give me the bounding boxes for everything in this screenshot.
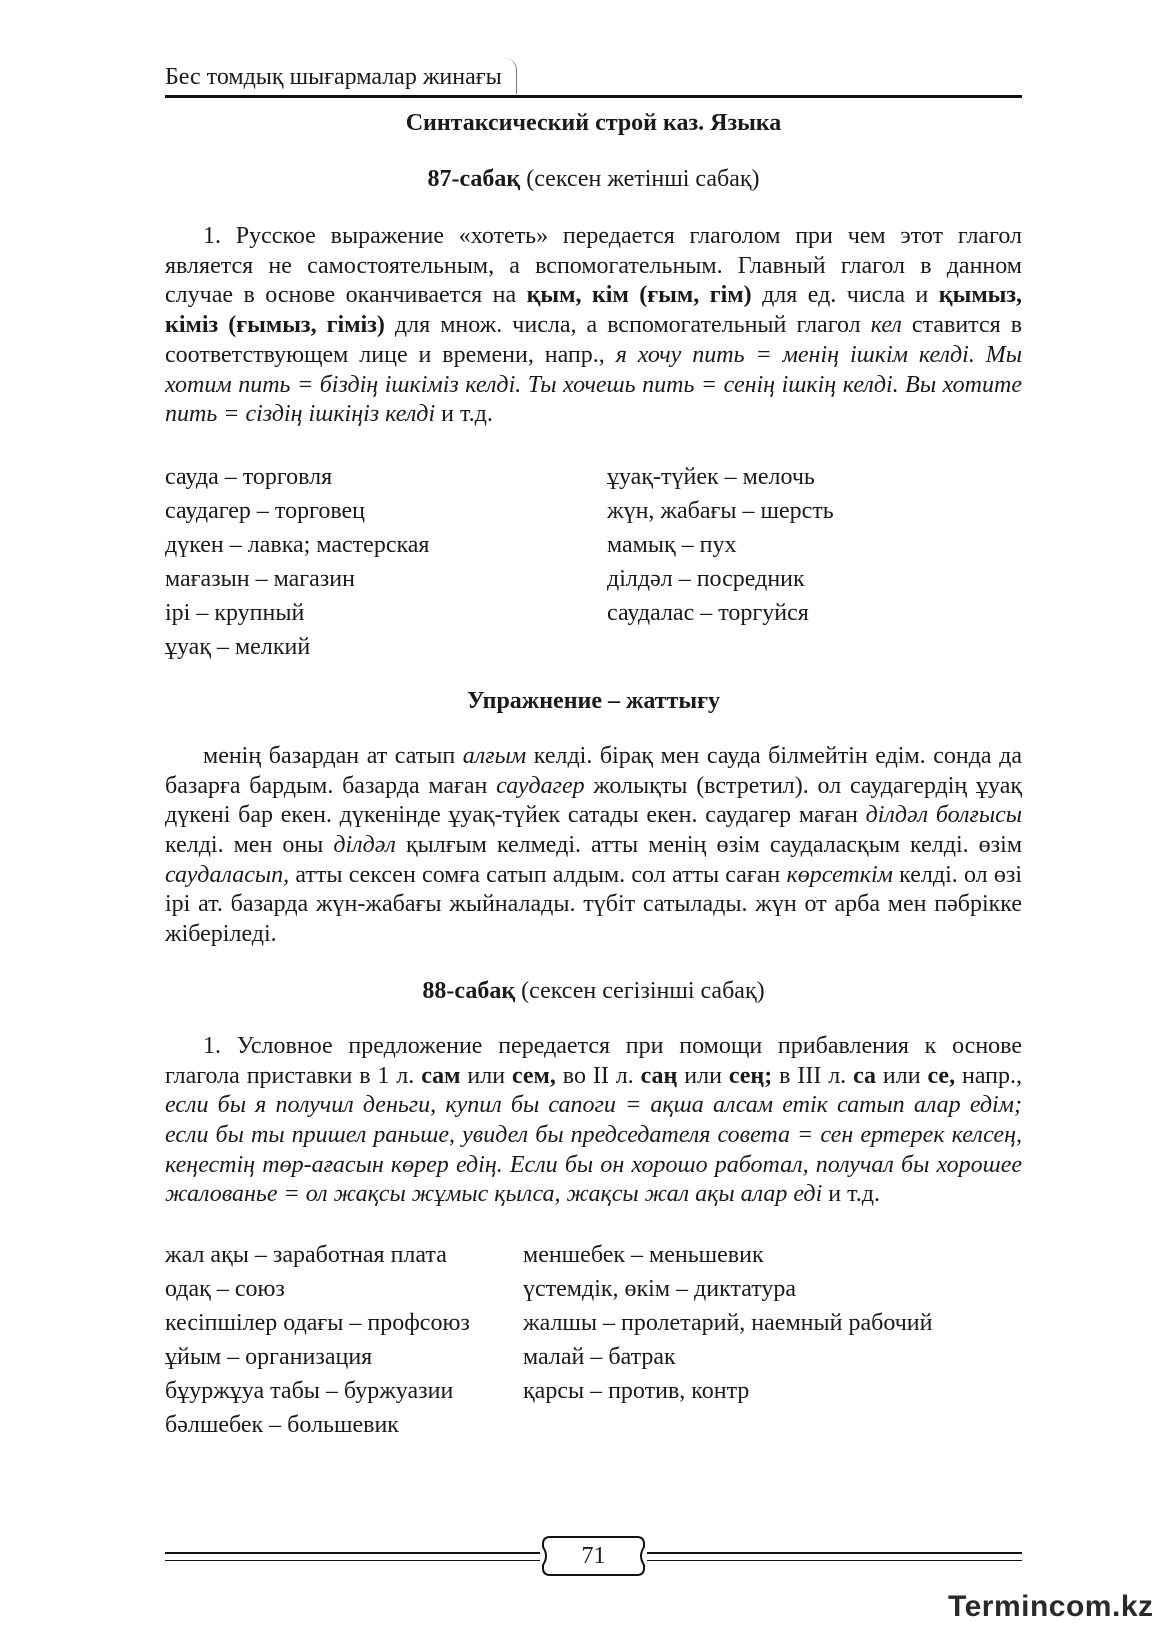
vocab-item: ділдәл – посредник bbox=[607, 565, 805, 592]
running-header bbox=[165, 58, 1022, 98]
section-title: Синтаксический строй каз. Языка bbox=[405, 110, 782, 136]
vocab-item: қарсы – против, контр bbox=[523, 1378, 750, 1405]
vocab-item: саудалас – торгуйся bbox=[607, 599, 809, 626]
italic-run: кел bbox=[870, 312, 902, 339]
text-run: для множ. числа, а вспомогательный глагол bbox=[394, 312, 861, 339]
vocab-item: меншебек – меньшевик bbox=[523, 1242, 764, 1269]
vocab-item: ұуақ-түйек – мелочь bbox=[607, 463, 815, 490]
text-run: во II л. bbox=[562, 1062, 634, 1089]
vocab-item: одақ – союз bbox=[165, 1276, 285, 1303]
text-run: келді. ол өзі ірі ат. базарда жүн-жабағы жыйналады. түбіт сатылады. жүн от арба мен пәбрікке жіберіледі. bbox=[165, 861, 1023, 948]
bold-run: са bbox=[853, 1062, 877, 1089]
italic-run: если бы я получил деньги, купил бы сапоги = ақша алсам етік сатып алар едім; если бы ты пришел раньше, увидел бы председателя совета = сен ертерек келсең, кеңестің төр-ағасын көрер едің. Если бы он хорошо работал, получал бы хорошее жалованье = ол жақсы жұмыс қылса, жақсы жал ақы алар еді bbox=[165, 1092, 1022, 1208]
text-run: қылғым келмеді. атты менің өзім саудаласқым келді. өзім bbox=[405, 832, 1023, 859]
footer-rule-left bbox=[165, 1552, 540, 1561]
header-rule bbox=[165, 95, 1022, 98]
vocab-item: бұуржұуа табы – буржуазии bbox=[165, 1378, 454, 1405]
vocab-column-right bbox=[607, 460, 1022, 664]
lesson-87-vocabulary bbox=[165, 460, 1022, 664]
italic-run: саудаласып, bbox=[165, 861, 290, 888]
text-run: 1. Русское выражение «хотеть» передается глаголом при чем этот глагол является не самостоятельным, а вспомогательным. Главный глагол в данном случае в основе оканчивается на bbox=[165, 223, 1022, 309]
running-header-text: Бес томдық шығармалар жинағы bbox=[165, 64, 502, 90]
bold-run: сең; bbox=[728, 1062, 773, 1089]
text-run: атты сексен сомға сатып алдым. сол атты саған bbox=[295, 861, 781, 888]
vocab-item: мағазын – магазин bbox=[165, 565, 355, 592]
italic-run: ділдәл болғысы bbox=[865, 802, 1022, 829]
running-header-tab bbox=[165, 58, 517, 94]
italic-run: саудагер bbox=[496, 772, 585, 799]
text-run: или bbox=[684, 1062, 722, 1089]
exercise-title: Упражнение – жаттығу bbox=[466, 687, 720, 714]
text-run: 1. Условное предложение передается при помощи прибавления к основе глагола приставки в 1 л. bbox=[165, 1032, 1022, 1089]
text-run: келді. мен оны bbox=[165, 832, 324, 859]
lesson-87-label: 87-сабақ bbox=[427, 166, 521, 192]
bold-run: се, bbox=[927, 1062, 956, 1089]
vocab-item: жалшы – пролетарий, наемный рабочий bbox=[523, 1310, 933, 1337]
bold-run: қым, кім (ғым, гім) bbox=[526, 282, 752, 309]
vocab-item: бәлшебек – большевик bbox=[165, 1412, 399, 1439]
lesson-88-label: 88-сабақ bbox=[422, 977, 516, 1004]
lesson-87-heading bbox=[165, 164, 1022, 194]
text-run: для ед. числа и bbox=[762, 282, 929, 309]
text-run: и т.д. bbox=[441, 401, 493, 428]
vocab-item: мамық – пух bbox=[607, 531, 737, 558]
text-run: напр., bbox=[961, 1062, 1023, 1089]
page-number: 71 bbox=[581, 1543, 606, 1569]
vocab-item: дүкен – лавка; мастерская bbox=[165, 531, 430, 558]
text-run: менің базардан ат сатып bbox=[203, 742, 456, 769]
lesson-88-subtitle: (сексен сегізінші сабақ) bbox=[521, 977, 765, 1004]
page-footer bbox=[165, 1535, 1022, 1579]
vocab-item: ұуақ – мелкий bbox=[165, 633, 311, 660]
vocab-item: үстемдік, өкім – диктатура bbox=[523, 1276, 797, 1303]
vocab-item: жүн, жабағы – шерсть bbox=[607, 497, 834, 524]
bold-run: сем, bbox=[511, 1062, 556, 1089]
bold-run: сам bbox=[421, 1062, 461, 1089]
italic-run: ділдәл bbox=[333, 832, 396, 859]
exercise-paragraph bbox=[165, 742, 1022, 950]
watermark-text: Termincom.kz bbox=[948, 1590, 1154, 1623]
vocab-item: жал ақы – заработная плата bbox=[165, 1242, 447, 1269]
text-run: жолықты (встретил). ол саудагердің ұуақ дүкені бар екен. дүкенінде ұуақ-түйек сатады екен. саудагер маған bbox=[165, 772, 1023, 829]
vocab-item: кесіпшілер одағы – профсоюз bbox=[165, 1310, 470, 1337]
lesson-88-paragraph bbox=[165, 1032, 1022, 1210]
text-run: ставится в соответствующем лице и времени, напр., bbox=[165, 312, 1023, 368]
vocab-item: сауда – торговля bbox=[165, 463, 333, 490]
page-number-badge bbox=[540, 1535, 647, 1577]
lesson-88-heading bbox=[165, 976, 1022, 1006]
watermark bbox=[948, 1590, 1154, 1632]
bold-run: саң bbox=[640, 1062, 678, 1089]
vocab-item: малай – батрак bbox=[523, 1344, 676, 1371]
vocab-column-left bbox=[165, 460, 607, 664]
lesson-88-vocabulary bbox=[165, 1238, 1022, 1442]
vocab-column-right bbox=[523, 1238, 1022, 1442]
vocab-item: ірі – крупный bbox=[165, 599, 305, 626]
text-run: и т.д. bbox=[828, 1181, 880, 1208]
footer-rule-right bbox=[647, 1552, 1022, 1561]
vocab-item: ұйым – организация bbox=[165, 1344, 373, 1371]
page-content bbox=[165, 108, 1022, 1442]
italic-run: алғым bbox=[462, 742, 527, 769]
vocab-column-left bbox=[165, 1238, 523, 1442]
lesson-87-paragraph bbox=[165, 222, 1022, 430]
italic-run: я хочу пить = менің ішкім келді. Мы хотим пить = біздің ішкіміз келді. Ты хочешь пить = сенің ішкің келді. Вы хотите пить = сіздің ішкіңіз келді bbox=[165, 341, 1022, 428]
bold-run: қымыз, кіміз (ғымыз, гіміз) bbox=[165, 282, 1023, 339]
italic-run: көрсеткім bbox=[786, 861, 893, 888]
text-run: или bbox=[882, 1062, 921, 1089]
text-run: келді. бірақ мен сауда білмейтін едім. сонда да базарға бардым. базарда маған bbox=[165, 742, 1022, 799]
vocab-item: саудагер – торговец bbox=[165, 497, 366, 524]
lesson-87-subtitle: (сексен жетінші сабақ) bbox=[526, 166, 760, 192]
text-run: или bbox=[467, 1062, 506, 1089]
text-run: в III л. bbox=[779, 1062, 847, 1089]
